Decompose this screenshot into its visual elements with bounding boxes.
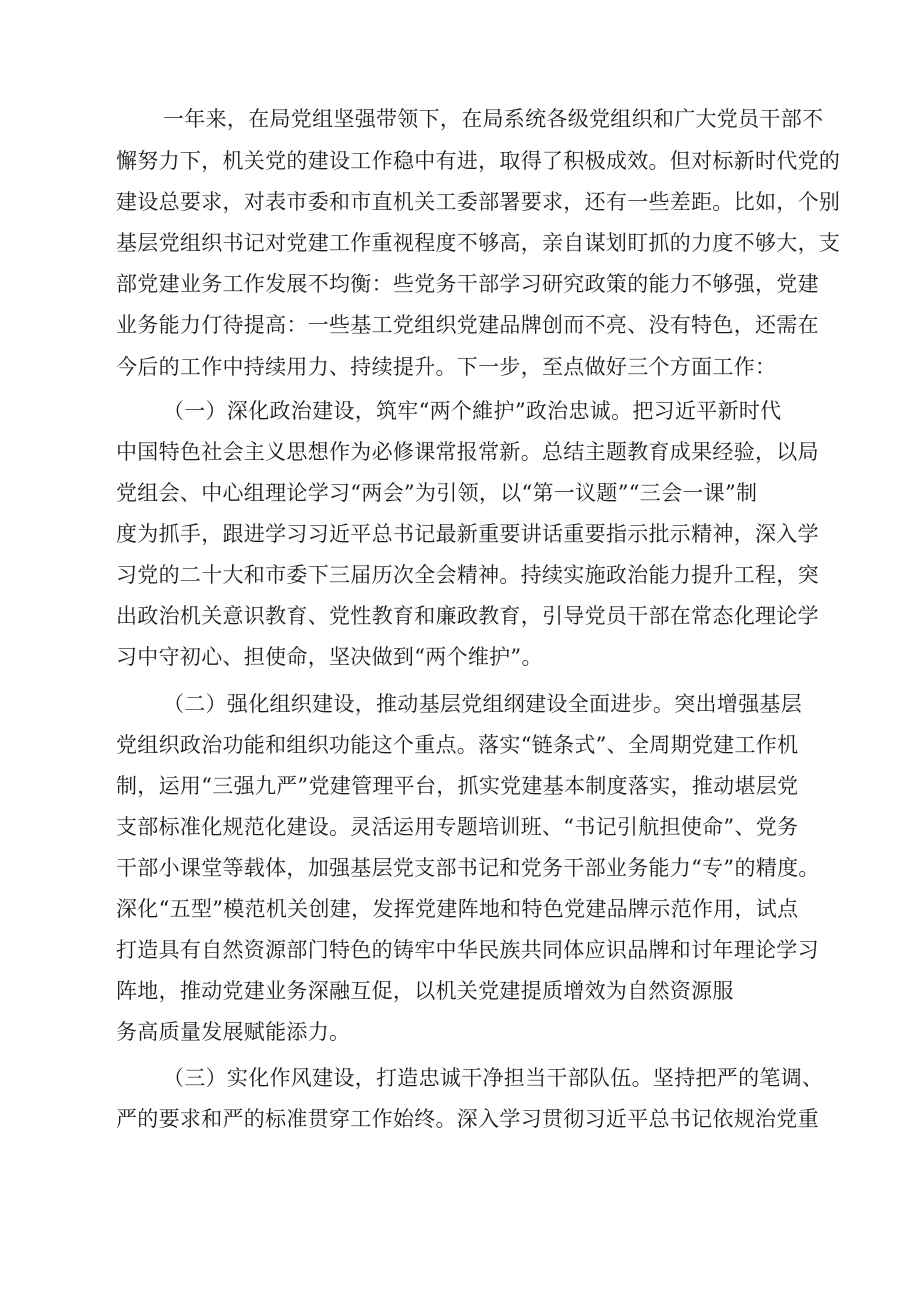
text-line: 业务能力仃待提高：一些基工党组织党建品牌创而不亮、没有特色，还需在 [116,313,819,337]
section-heading-line: （二）强化组织建设，推动基层党组纲建设全面进步。突出增强基层 [163,692,802,716]
text-line: 懈努力下，机关党的建设工作稳中有进，取得了积极成效。但对标新时代党的 [116,149,841,173]
text-line: 支部标准化规范化建设。灵活运用专题培训班、“书记引航担使命”、党务 [116,815,799,839]
text-line: 务高质量发展赋能添力。 [116,1020,351,1044]
text-line: 制，运用“三强九严”党建管理平台，抓实党建基本制度落实，推动堪层党 [116,774,799,798]
text-line: 严的要求和严的标准贯穿工作始终。深入学习贯彻习近平总书记依规治党重 [116,1107,819,1131]
text-line: 党组会、中心组理论学习“两会”为引领，以“第一议题”“三会一课”制 [116,481,758,505]
text-line: 深化“五型”模范机关创建，发挥党建阵地和特色党建品牌示范作用，试点 [116,897,799,921]
text-line: 度为抓手，跟进学习习近平总书记最新重要讲话重要指示批示精神，深入学 [116,522,819,546]
text-line: 基层党组织书记对党建工作重视程度不够高，亲自谋划盯抓的力度不够大，支 [116,231,841,255]
text-line: 中国特色社会主义思想作为必修课常报常新。总结主题教育成果经验，以局 [116,440,819,464]
section-heading-line: （一）深化政治建设，筑牢“两个維护”政治忠诚。把习近平新时代 [163,399,782,423]
text-line: 干部小课堂等载体，加强基层党支部书记和党务干部业务能力“专”的精度。 [116,856,820,880]
text-line: 部党建业务工作发展不均衡：些党务干部学习研究政策的能力不够强，党建 [116,272,819,296]
text-line: 习中守初心、担使命，坚决做到“两个维护”。 [116,645,543,669]
text-line: 习党的二十大和市委下三届历次全会精神。持续实施政治能力提升工程，突 [116,563,819,587]
section-heading-line: （三）实化作风建设，打造忠诚干净担当干部队伍。坚持把严的笔调、 [163,1066,824,1090]
text-line: 一年来，在局党组坚强带领下，在局系统各级党组织和广大党员干部不 [163,107,824,131]
text-line: 党组织政治功能和组织功能这个重点。落实“链条式”、全周期党建工作机 [116,733,799,757]
text-line: 打造具有自然资源部门特色的铸牢中华民族共同体应识品牌和讨年理论学习 [116,938,819,962]
text-line: 今后的工作中持续用力、持续提升。下一步，至点做好三个方面工作： [116,355,777,379]
text-line: 建设总要求，对表市委和市直机关工委部署要求，还有一些差距。比如，个别 [116,190,841,214]
text-line: 阵地，推动党建业务深融互促，以机关党建提质增效为自然资源服 [116,979,734,1003]
text-line: 出政治机关意识教育、党性教育和廉政教育，引导党员干部在常态化理论学 [116,604,819,628]
